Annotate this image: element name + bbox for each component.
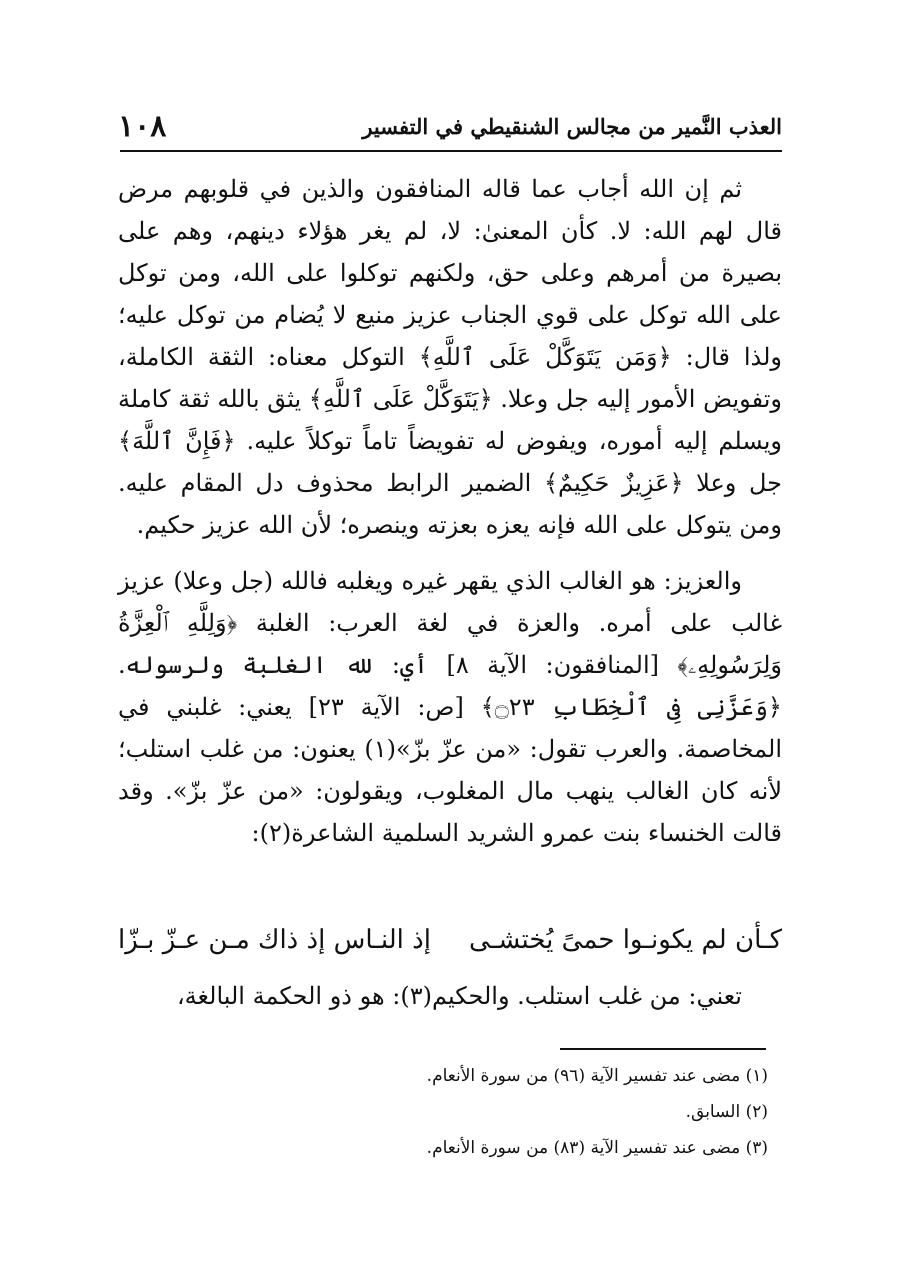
page-header [118,105,782,147]
page-number: ١٠٨ [118,108,167,144]
verse-first-hemistich: كـأن لم يكونـوا حمىً يُختشـى [469,925,782,955]
continuation-paragraph: تعني: من غلب استلب. والحكيم(٣): هو ذو الحكمة البالغة، [176,982,742,1010]
running-title: العذب النَّمير من مجالس الشنقيطي في التفسير [362,113,782,139]
header-divider [120,150,782,152]
poetry-verse [118,915,782,965]
footnote-divider [560,1048,766,1050]
verse-second-hemistich: إذ النـاس إذ ذاك مـن عـزّ بـزّا [118,925,431,955]
footnotes [118,1058,768,1166]
paragraph-2: والعزيز: هو الغالب الذي يقهر غيره ويغلبه فالله (جل وعلا) عزيز غالب على أمره. والعزة في لغة العرب: الغلبة ﴿وَلِلَّهِ ٱلْعِزَّةُ وَلِرَسُولِهِۦ﴾ [المنافقون: الآية ٨] أي: لله الغلبة ولرسوله. ﴿وَعَزَّنِى فِى ٱلْخِطَابِ ۝٢٣﴾ [ص: الآية ٢٣] يعني: غلبني في المخاصمة. والعرب تقول: «من عزّ بزّ»(١) يعنون: من غلب استلب؛ لأنه كان الغالب ينهب مال المغلوب، ويقولون: «من عزّ بزّ». وقد قالت الخنساء بنت عمرو الشريد السلمية الشاعرة(٢): [118,567,782,847]
footnote-3: (٣) مضى عند تفسير الآية (٨٣) من سورة الأنعام. [426,1138,768,1158]
paragraph-1: ثم إن الله أجاب عما قاله المنافقون والذين في قلوبهم مرض قال لهم الله: لا. كأن المعنىٰ: لا، لم يغر هؤلاء دينهم، وهم على بصيرة من أمرهم وعلى حق، ولكنهم توكلوا على الله، ومن توكل على الله توكل على قوي الجناب عزيز منيع لا يُضام من توكل عليه؛ ولذا قال: ﴿وَمَن يَتَوَكَّلْ عَلَى ٱللَّهِ﴾ التوكل معناه: الثقة الكاملة، وتفويض الأمور إليه جل وعلا. ﴿يَتَوَكَّلْ عَلَى ٱللَّهِ﴾ يثق بالله ثقة كاملة ويسلم إليه أموره، ويفوض له تفويضاً تاماً توكلاً عليه. ﴿فَإِنَّ ٱللَّهَ﴾ جل وعلا ﴿عَزِيزٌ حَكِيمٌ﴾ الضمير الرابط محذوف دل المقام عليه. ومن يتوكل على الله فإنه يعزه بعزته وينصره؛ لأن الله عزيز حكيم. [118,175,782,539]
main-text [118,168,782,854]
footnote-1: (١) مضى عند تفسير الآية (٩٦) من سورة الأنعام. [426,1066,768,1086]
footnote-2: (٢) السابق. [685,1102,768,1122]
